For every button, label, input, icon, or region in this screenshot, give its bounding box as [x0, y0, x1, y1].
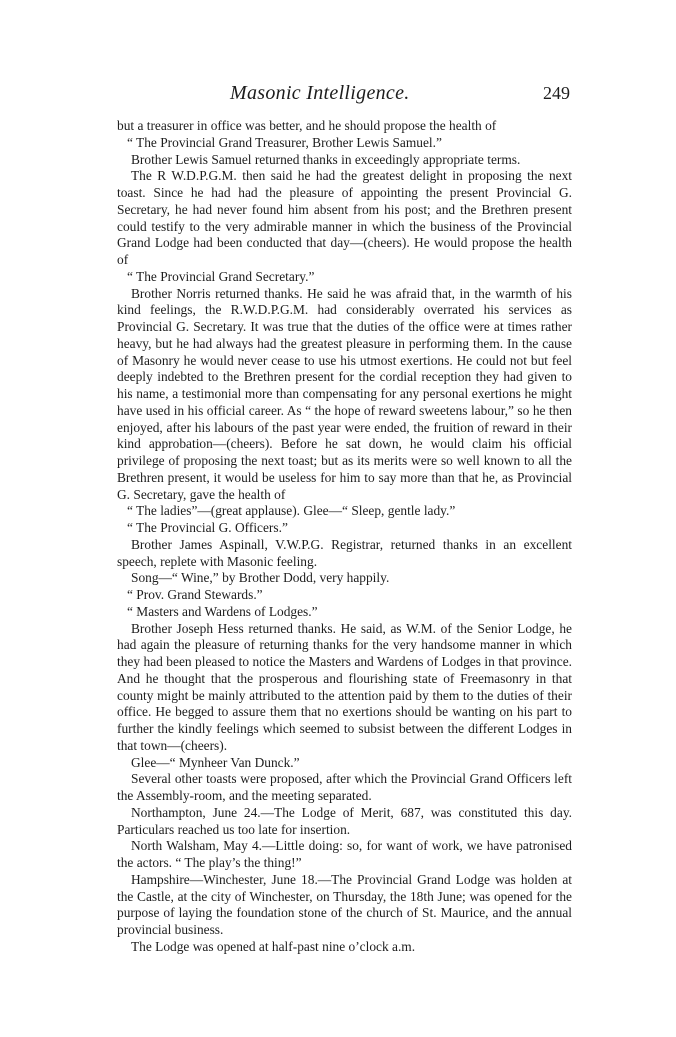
- toast-line: “ The Provincial Grand Secretary.”: [127, 268, 315, 284]
- paragraph: Hampshire—Winchester, June 18.—The Provincial Grand Lodge was holden at the Castle, at the city of Winchester, on Thursday, the 18th June; was opened for the purpose of laying the foundation stone of the church of St. Maurice, and the annual provincial business.: [117, 871, 572, 937]
- toast-line: “ The Provincial Grand Treasurer, Brother Lewis Samuel.”: [127, 134, 442, 150]
- paragraph: Brother Joseph Hess returned thanks. He said, as W.M. of the Senior Lodge, he had again the pleasure of returning thanks for the very handsome manner in which they had been pleased to notice the Masters and Wardens of Lodges in that province. And he thought that the prosperous and flourishing state of Freemasonry in that county might be mainly attributed to the attention paid by them to the duties of their office. He begged to assure them that no exertions should be wanting on his part to further the kindly feelings which seemed to subsist between the different Lodges in that town—(cheers).: [117, 620, 572, 753]
- toast-line: “ The ladies”—(great applause). Glee—“ Sleep, gentle lady.”: [127, 503, 456, 519]
- paragraph: Song—“ Wine,” by Brother Dodd, very happily.: [131, 570, 390, 586]
- paragraph: but a treasurer in office was better, and he should propose the health of: [117, 118, 497, 133]
- paragraph: Glee—“ Mynheer Van Dunck.”: [131, 754, 300, 770]
- paragraph: Brother James Aspinall, V.W.P.G. Registrar, returned thanks in an excellent speech, replete with Masonic feeling.: [117, 536, 572, 569]
- page-header: [230, 82, 570, 112]
- running-title: Masonic Intelligence.: [230, 82, 410, 104]
- page-number: 249: [543, 83, 570, 103]
- paragraph: Northampton, June 24.—The Lodge of Merit, 687, was constituted this day. Particulars reached us too late for insertion.: [117, 804, 572, 837]
- paragraph: Brother Lewis Samuel returned thanks in exceedingly appropriate terms.: [131, 151, 521, 167]
- paragraph: The R W.D.P.G.M. then said he had the greatest delight in proposing the next toast. Since he had had the pleasure of appointing the present Provincial G. Secretary, he had never found him absent from his post; and the Brethren present could testify to the very admirable manner in which the business of the Provincial Grand Lodge had been conducted that day—(cheers). He would propose the health of: [117, 168, 572, 267]
- paragraph: Brother Norris returned thanks. He said he was afraid that, in the warmth of his kind feelings, the R.W.D.P.G.M. had considerably overrated his services as Provincial G. Secretary. It was true that the duties of the office were at times rather heavy, but he had always had the greatest pleasure in performing them. In the cause of Masonry he would never cease to use his utmost exertions. He could not but feel deeply indebted to the Brethren present for the cordial reception they had given to his name, a testimonial more than compensating for any personal exertions he might have used in his official career. As “ the hope of reward sweetens labour,” so he then enjoyed, after his labours of the past year were ended, the fruition of reward in their kind approbation—(cheers). Before he sat down, he would claim his official privilege of proposing the next toast; but as its merits were so well known to all the Brethren present, it would be useless for him to say more than that he, as Provincial G. Secretary, gave the health of: [117, 285, 572, 502]
- paragraph: Several other toasts were proposed, after which the Provincial Grand Officers left the Assembly-room, and the meeting separated.: [117, 771, 572, 803]
- toast-line: “ Prov. Grand Stewards.”: [127, 587, 263, 602]
- paragraph: The Lodge was opened at half-past nine o’clock a.m.: [131, 938, 416, 954]
- paragraph: North Walsham, May 4.—Little doing: so, for want of work, we have patronised the actors. “ The play’s the thing!”: [117, 838, 572, 870]
- toast-line: “ Masters and Wardens of Lodges.”: [127, 603, 318, 619]
- body-text: [117, 118, 572, 956]
- toast-line: “ The Provincial G. Officers.”: [127, 520, 288, 535]
